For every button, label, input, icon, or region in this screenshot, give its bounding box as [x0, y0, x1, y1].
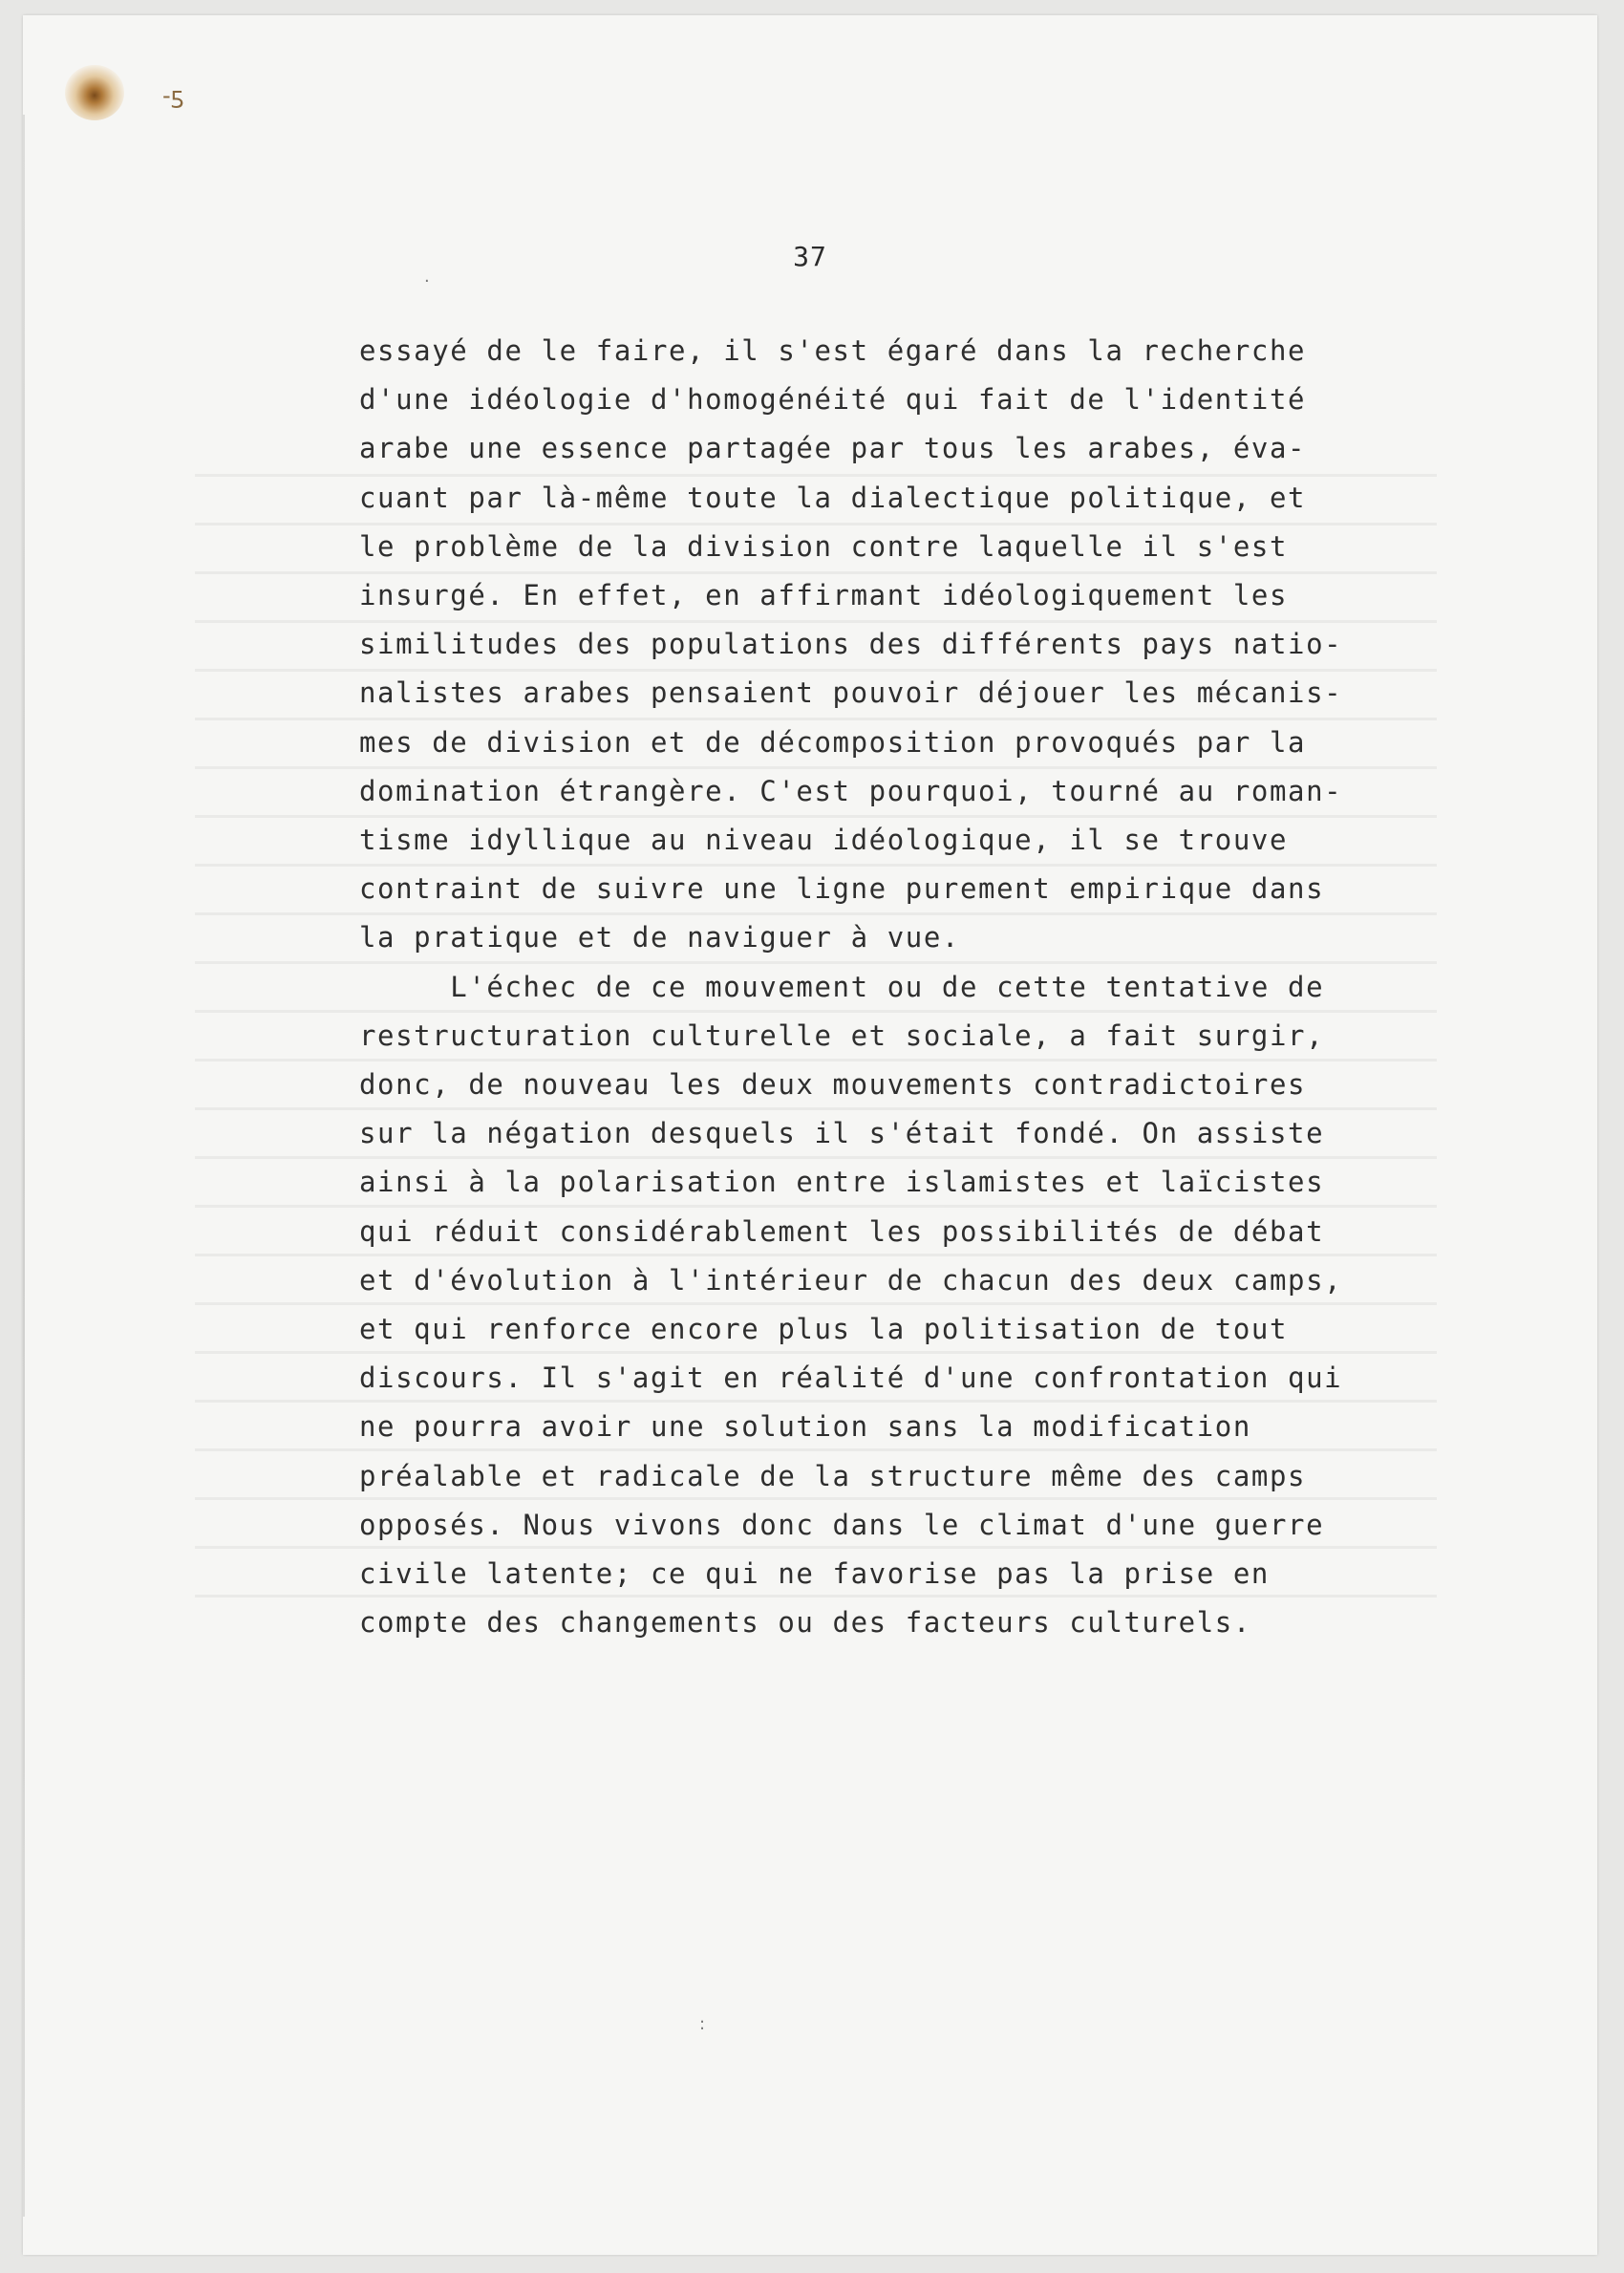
text-line: nalistes arabes pensaient pouvoir déjouer les mécanis- — [359, 676, 1343, 710]
text-line: insurgé. En effet, en affirmant idéologiquement les — [359, 579, 1289, 612]
text-line: discours. Il s'agit en réalité d'une confrontation qui — [359, 1362, 1343, 1395]
page-edge — [23, 115, 25, 2217]
text-line: arabe une essence partagée par tous les arabes, éva- — [359, 432, 1307, 465]
text-line: similitudes des populations des différents pays natio- — [359, 628, 1343, 661]
text-line: contraint de suivre une ligne purement empirique dans — [359, 872, 1325, 906]
text-line: qui réduit considérablement les possibilités de débat — [359, 1214, 1325, 1248]
text-line: sur la négation desquels il s'était fondé. On assiste — [359, 1117, 1325, 1150]
text-line: la pratique et de naviguer à vue. — [359, 921, 960, 954]
text-line: essayé de le faire, il s'est égaré dans la recherche — [359, 334, 1307, 367]
text-line: d'une idéologie d'homogénéité qui fait de l'identité — [359, 383, 1307, 417]
text-line: opposés. Nous vivons donc dans le climat d'une guerre — [359, 1508, 1325, 1541]
pencil-mark: -ƽ — [162, 82, 184, 109]
text-line: mes de division et de décomposition provoqués par la — [359, 725, 1307, 759]
speck: : — [699, 2014, 706, 2034]
body-text — [359, 327, 1448, 1647]
text-line: cuant par là-même toute la dialectique politique, et — [359, 481, 1307, 514]
text-line: ainsi à la polarisation entre islamistes et laïcistes — [359, 1166, 1325, 1199]
speck: · — [424, 271, 430, 291]
text-line: compte des changements ou des facteurs culturels. — [359, 1606, 1251, 1640]
text-line: préalable et radicale de la structure même des camps — [359, 1459, 1307, 1492]
text-line: restructuration culturelle et sociale, a fait surgir, — [359, 1019, 1325, 1052]
text-line: donc, de nouveau les deux mouvements contradictoires — [359, 1068, 1307, 1102]
text-line: et d'évolution à l'intérieur de chacun des deux camps, — [359, 1263, 1343, 1297]
text-line: le problème de la division contre laquelle il s'est — [359, 529, 1289, 563]
text-line: ne pourra avoir une solution sans la modification — [359, 1410, 1251, 1444]
text-line: domination étrangère. C'est pourquoi, tourné au roman- — [359, 774, 1343, 807]
page-number: 37 — [793, 241, 827, 272]
text-line: tisme idyllique au niveau idéologique, il se trouve — [359, 824, 1289, 857]
page-sheet — [23, 15, 1597, 2255]
text-line: civile latente; ce qui ne favorise pas la prise en — [359, 1557, 1270, 1591]
text-line: et qui renforce encore plus la politisation de tout — [359, 1313, 1289, 1346]
text-line: L'échec de ce mouvement ou de cette tentative de — [359, 970, 1325, 1003]
stain-mark — [65, 65, 124, 120]
